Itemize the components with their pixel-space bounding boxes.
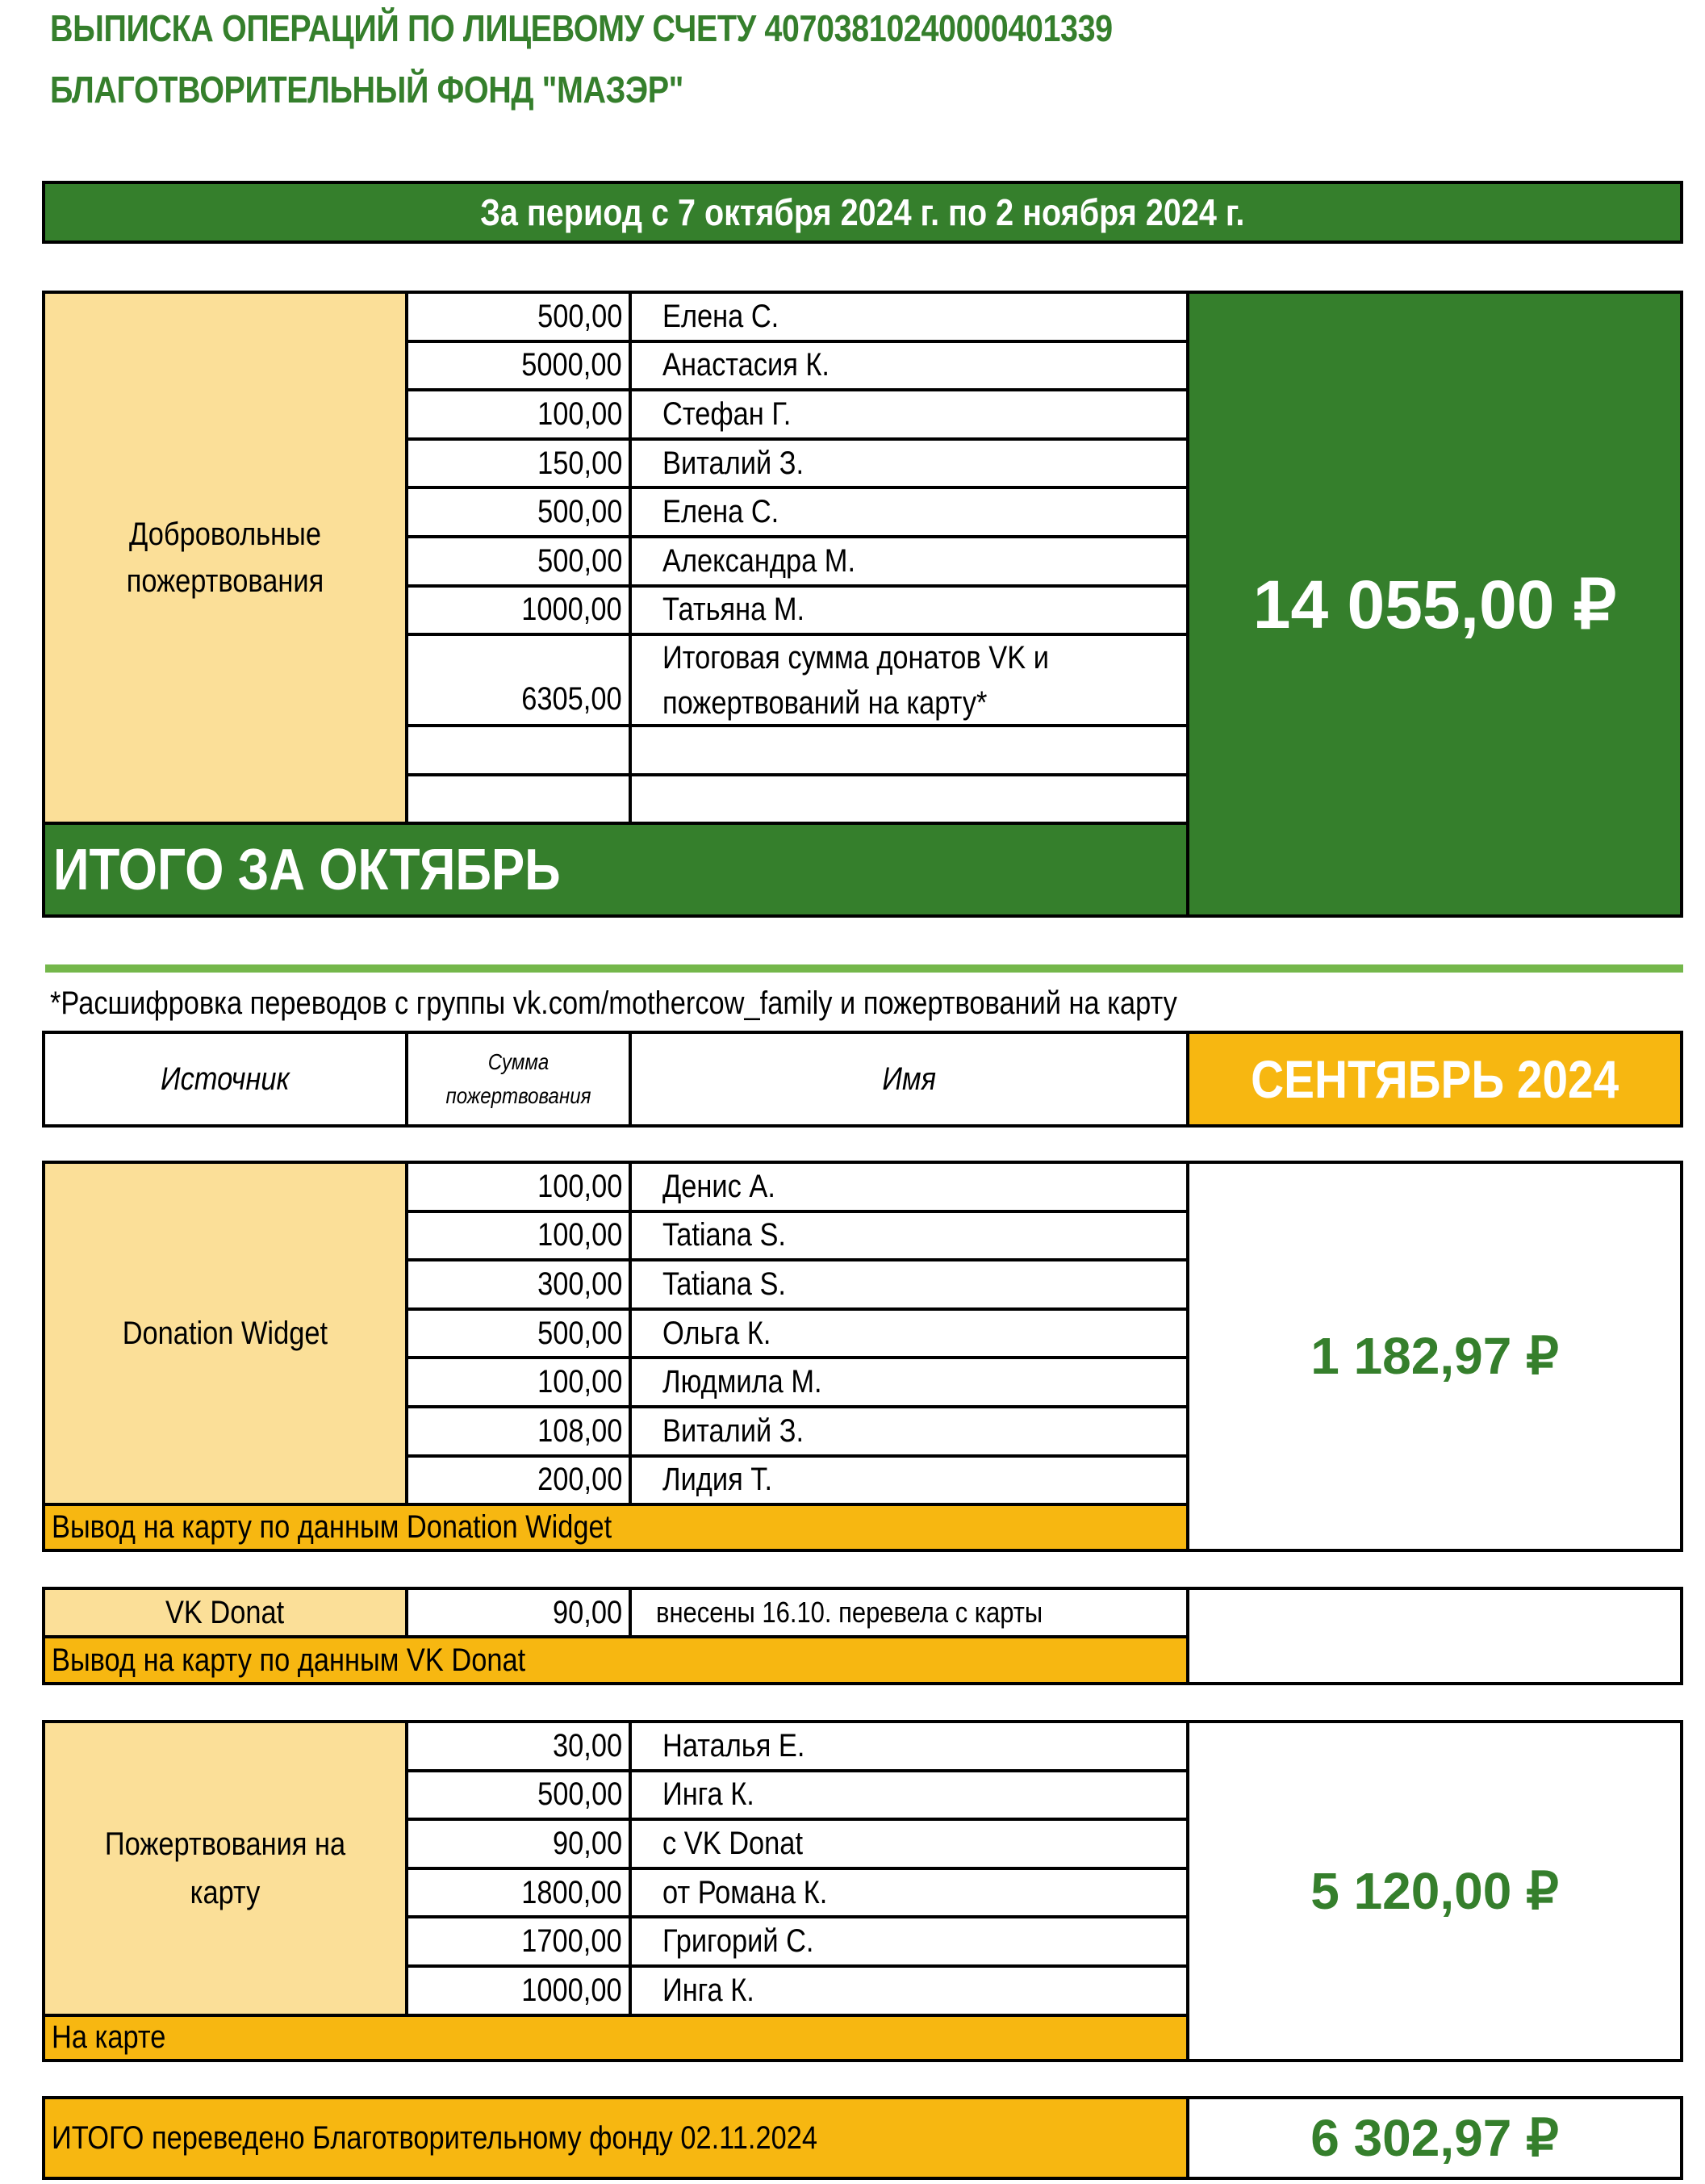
donor-name — [629, 1307, 1189, 1360]
donation-amount-text: 1800,00 — [521, 1874, 622, 1910]
month-badge: СЕНТЯБРЬ 2024 — [1186, 1031, 1683, 1128]
donor-name-text: от Романа К. — [662, 1874, 828, 1910]
donation-amount — [405, 1405, 632, 1458]
october-total-label-text: ИТОГО ЗА ОКТЯБРЬ — [53, 837, 561, 902]
donor-name-text: с VK Donat — [662, 1825, 804, 1861]
donation-amount-text: 1700,00 — [521, 1923, 622, 1960]
donor-name — [629, 1769, 1189, 1822]
donation-amount-text: 100,00 — [537, 1217, 622, 1253]
donor-name — [629, 1915, 1189, 1968]
vk-donat-source: VK Donat — [42, 1587, 408, 1638]
donor-name-text: Елена С. — [662, 298, 779, 334]
donation-amount — [405, 773, 632, 826]
donation-amount — [405, 340, 632, 392]
donation-amount-text: 100,00 — [537, 395, 622, 432]
donation-amount-text: 500,00 — [537, 1315, 622, 1351]
donation-widget-footer — [42, 1503, 1189, 1552]
donor-name-text: Григорий С. — [662, 1923, 814, 1960]
donor-name-text: Tatiana S. — [662, 1217, 786, 1253]
donor-name-text: Анастасия К. — [662, 347, 830, 383]
period-banner — [42, 181, 1683, 244]
donor-name-text: Виталий З. — [662, 1412, 804, 1449]
donor-name — [629, 388, 1189, 441]
col-header-name: Имя — [629, 1031, 1189, 1128]
breakdown-note: *Расшифровка переводов с группы vk.com/mothercow_family и пожертвований на карту — [50, 985, 1177, 1021]
vk-donat-total-cell — [1186, 1587, 1683, 1685]
donor-name — [629, 1964, 1189, 2017]
donor-name-text: Tatiana S. — [662, 1266, 786, 1302]
donation-amount — [405, 724, 632, 776]
donation-amount-text: 500,00 — [537, 1776, 622, 1813]
col-header-source: Источник — [42, 1031, 408, 1128]
period-text: За период с 7 октября 2024 г. по 2 ноября 2024 г. — [480, 191, 1245, 233]
donation-amount — [405, 1356, 632, 1408]
donor-name — [629, 1867, 1189, 1919]
donation-amount — [405, 1454, 632, 1507]
donation-amount — [405, 535, 632, 588]
vk-donat-comment: внесены 16.10. перевела с карты — [629, 1587, 1189, 1638]
donation-amount — [405, 1915, 632, 1968]
october-total-value — [1186, 291, 1683, 918]
donor-name-text: Наталья Е. — [662, 1727, 805, 1764]
donor-name-text: Елена С. — [662, 494, 779, 530]
donation-amount — [405, 633, 632, 727]
donation-amount-text: 500,00 — [537, 298, 622, 334]
donation-amount — [405, 486, 632, 538]
donation-widget-source-text: Donation Widget — [122, 1315, 328, 1351]
vk-donat-amount: 90,00 — [405, 1587, 632, 1638]
donor-name — [629, 724, 1189, 776]
donor-name — [629, 340, 1189, 392]
donation-amount-text: 1000,00 — [521, 592, 622, 628]
donor-name — [629, 1356, 1189, 1408]
donor-name-text: Людмила М. — [662, 1364, 822, 1400]
october-total-label — [42, 822, 1189, 918]
donation-amount — [405, 1258, 632, 1311]
donation-amount — [405, 1307, 632, 1360]
donor-name-text: Виталий З. — [662, 445, 804, 481]
donation-amount-text: 500,00 — [537, 542, 622, 579]
donation-amount-text: 90,00 — [552, 1825, 622, 1861]
donation-amount — [405, 584, 632, 637]
donor-name — [629, 1454, 1189, 1507]
donation-amount-text: 108,00 — [537, 1412, 622, 1449]
donation-amount-text: 100,00 — [537, 1168, 622, 1204]
donation-widget-total-text: 1 182,97 ₽ — [1310, 1327, 1559, 1385]
statement-title: ВЫПИСКА ОПЕРАЦИЙ ПО ЛИЦЕВОМУ СЧЕТУ 40703810240000401339 — [50, 7, 1113, 49]
donor-name — [629, 1405, 1189, 1458]
october-total-value-text: 14 055,00 ₽ — [1252, 566, 1617, 642]
section-divider — [45, 964, 1683, 973]
donor-name — [629, 633, 1189, 727]
donation-amount-text: 1000,00 — [521, 1972, 622, 2008]
donation-amount-text: 500,00 — [537, 494, 622, 530]
donor-name — [629, 1818, 1189, 1870]
donor-name-text: Лидия Т. — [662, 1462, 773, 1498]
donation-amount-text: 300,00 — [537, 1266, 622, 1302]
donor-name — [629, 1258, 1189, 1311]
donor-name — [629, 486, 1189, 538]
donation-amount — [405, 1210, 632, 1262]
donation-amount-text: 200,00 — [537, 1462, 622, 1498]
card-footer — [42, 2014, 1189, 2062]
donor-name-text: Денис А. — [662, 1168, 775, 1204]
donor-name-text: Инга К. — [662, 1972, 754, 2008]
donor-name-text: Александра М. — [662, 542, 856, 579]
donor-name — [629, 773, 1189, 826]
card-total — [1186, 1720, 1683, 2062]
donation-amount-text: 5000,00 — [521, 347, 622, 383]
donation-amount — [405, 1964, 632, 2017]
donor-name — [629, 1210, 1189, 1262]
donor-name-text: Итоговая сумма донатов VK и пожертвований на карту* — [662, 639, 1049, 721]
col-header-amount: Сумма пожертвования — [405, 1031, 632, 1128]
card-footer-text: На карте — [52, 2019, 166, 2056]
donation-amount — [405, 437, 632, 490]
donation-amount — [405, 1818, 632, 1870]
donor-name — [629, 1720, 1189, 1772]
donor-name — [629, 584, 1189, 637]
donation-widget-footer-text: Вывод на карту по данным Donation Widget — [52, 1509, 612, 1546]
donor-name — [629, 291, 1189, 343]
donor-name-text: Стефан Г. — [662, 395, 792, 432]
donation-amount — [405, 291, 632, 343]
donation-widget-total — [1186, 1161, 1683, 1552]
donor-name — [629, 535, 1189, 588]
card-total-text: 5 120,00 ₽ — [1310, 1861, 1559, 1920]
donation-amount-text: 6305,00 — [521, 681, 622, 718]
donation-amount — [405, 1720, 632, 1772]
card-source-text: Пожертвования на карту — [104, 1826, 346, 1910]
donor-name-text: Татьяна М. — [662, 592, 805, 628]
donation-amount — [405, 1161, 632, 1213]
donor-name — [629, 437, 1189, 490]
donation-amount — [405, 388, 632, 441]
october-source — [42, 291, 408, 825]
donation-amount — [405, 1867, 632, 1919]
donor-name — [629, 1161, 1189, 1213]
october-source-text: Добровольные пожертвования — [126, 517, 324, 600]
card-source — [42, 1720, 408, 2017]
donor-name-text: Ольга К. — [662, 1315, 771, 1351]
grand-total-value: 6 302,97 ₽ — [1186, 2096, 1683, 2180]
donation-amount — [405, 1769, 632, 1822]
grand-total-label: ИТОГО переведено Благотворительному фонду 02.11.2024 — [42, 2096, 1189, 2180]
donation-amount-text: 30,00 — [552, 1727, 622, 1764]
donation-widget-source — [42, 1161, 408, 1506]
donor-name-text: Инга К. — [662, 1776, 754, 1813]
vk-donat-footer: Вывод на карту по данным VK Donat — [42, 1635, 1189, 1685]
donation-amount-text: 150,00 — [537, 445, 622, 481]
donation-amount-text: 100,00 — [537, 1364, 622, 1400]
fund-name: БЛАГОТВОРИТЕЛЬНЫЙ ФОНД "МАЗЭР" — [50, 69, 683, 111]
